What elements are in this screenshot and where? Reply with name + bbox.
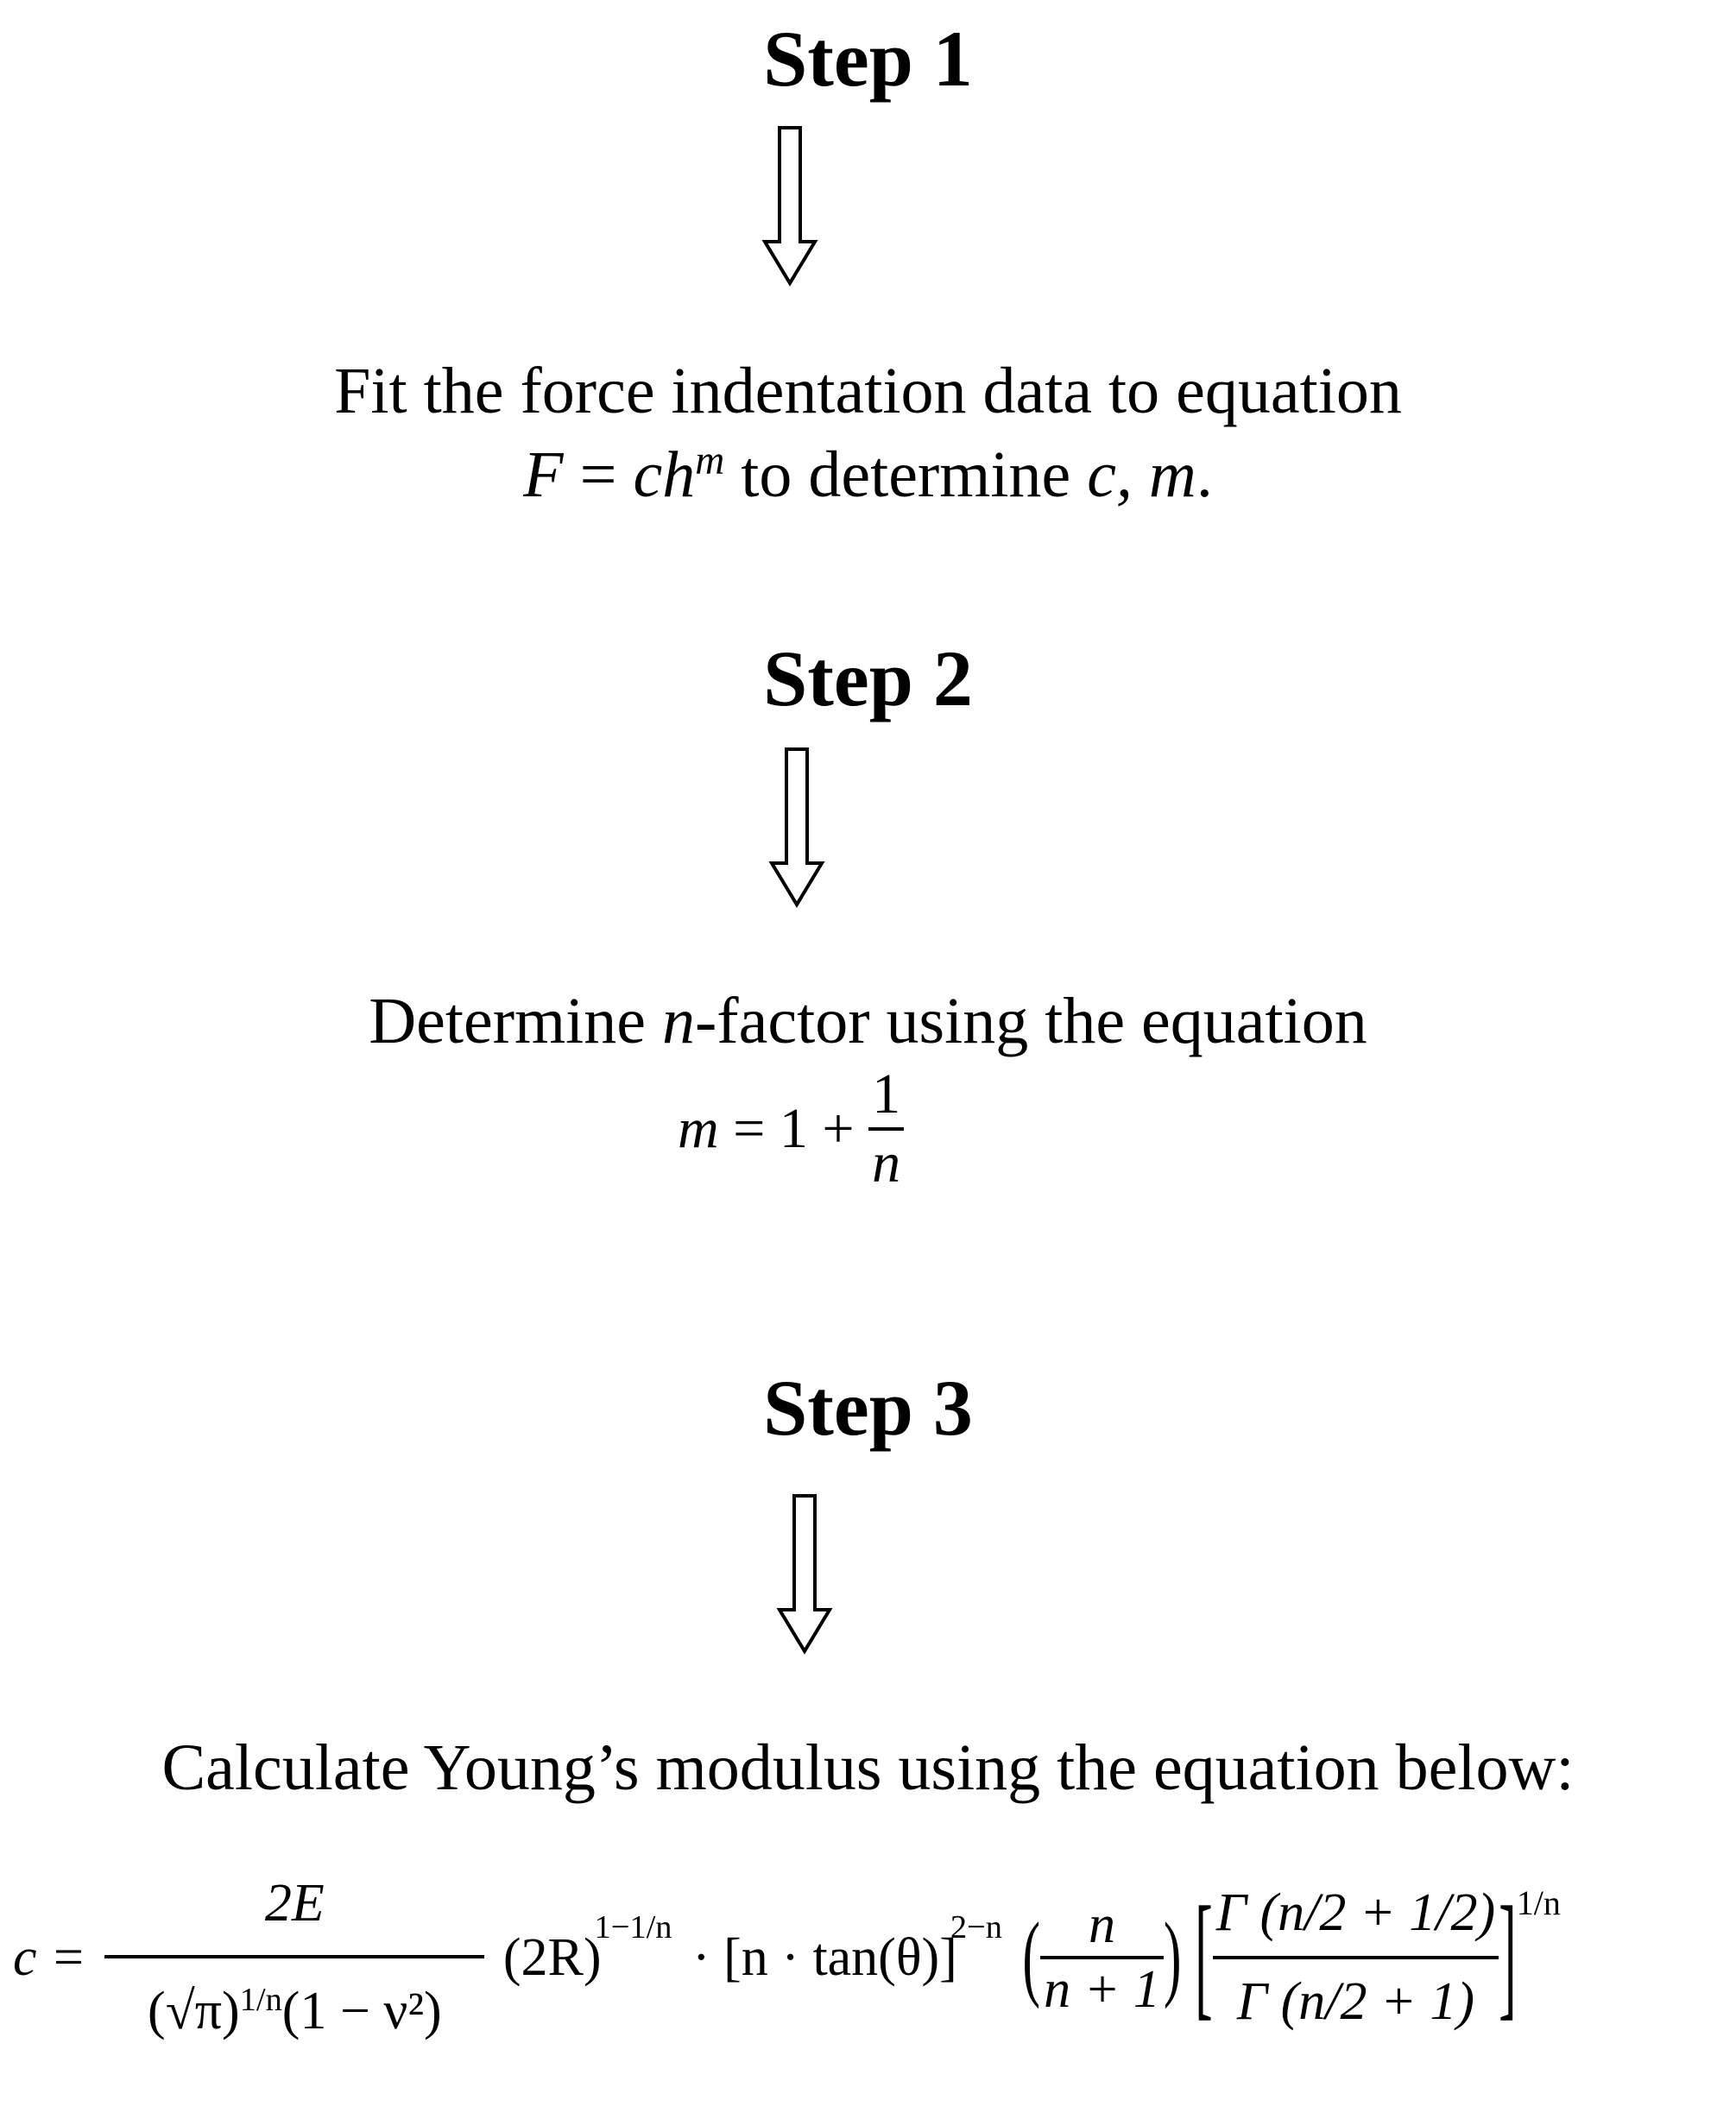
- eq-text: -factor using the equation: [695, 985, 1367, 1057]
- step-1-equation: [0, 438, 1736, 511]
- eq-sqrt: √π: [165, 1982, 223, 2040]
- eq-bracket: ]: [1499, 1880, 1517, 2034]
- step-1-description: Fit the force indentation data to equation: [334, 355, 1402, 427]
- frac-numerator: Γ (n/2 + 1/2): [1215, 1883, 1496, 1942]
- eq-fraction: [868, 1062, 904, 1196]
- eq-symbol: c =: [13, 1927, 86, 1987]
- eq-paren: (: [1022, 1903, 1041, 2010]
- frac-denominator: n + 1: [1040, 1956, 1164, 2021]
- eq-symbol: h: [662, 438, 696, 511]
- eq-term: · [n · tan(θ)]: [692, 1927, 957, 1987]
- eq-exponent: 1/n: [239, 1981, 282, 2018]
- eq-operator: =: [579, 438, 617, 511]
- frac-numerator: 2E: [264, 1874, 325, 1933]
- step-3-description: Calculate Young’s modulus using the equation below:: [161, 1731, 1575, 1804]
- eq-exponent: 2−n: [950, 1909, 1002, 1946]
- eq-text: to determine: [741, 438, 1071, 511]
- eq-bracket: [: [1195, 1880, 1213, 2034]
- down-arrow-icon: [767, 742, 827, 915]
- step-3-title: Step 3: [763, 1364, 973, 1452]
- eq-exponent: 1/n: [1516, 1883, 1561, 1922]
- eq-text: Determine: [369, 985, 646, 1057]
- eq-text: (1 − ν²): [281, 1982, 442, 2040]
- eq-fraction: [1040, 1895, 1164, 2021]
- frac-denominator: n: [868, 1127, 904, 1196]
- frac-numerator: n: [1089, 1895, 1115, 1954]
- down-arrow-icon: [774, 1489, 835, 1662]
- frac-denominator: Γ (n/2 + 1): [1213, 1956, 1499, 2033]
- frac-denominator: $(√\pi)^{1/n}(1 - \nu^2)$: [104, 1955, 484, 2042]
- eq-exponent: 1−1/n: [594, 1909, 672, 1946]
- eq-paren: ): [1163, 1903, 1182, 2010]
- eq-fraction: [1213, 1883, 1499, 2033]
- eq-exponent: m: [695, 438, 725, 484]
- eq-operator: = 1 +: [733, 1097, 855, 1160]
- frac-numerator: 1: [872, 1063, 901, 1126]
- down-arrow-icon: [760, 121, 820, 293]
- step-1-title: Step 1: [763, 15, 973, 103]
- step-2-title: Step 2: [763, 634, 973, 722]
- eq-term: (2R): [502, 1927, 602, 1987]
- eq-symbol: m: [678, 1097, 719, 1160]
- eq-fraction: [104, 1873, 484, 2042]
- youngs-modulus-formula: [13, 1873, 1561, 2042]
- step-2-equation: [678, 1062, 904, 1196]
- eq-text: .: [1196, 438, 1213, 511]
- eq-symbol: F: [523, 438, 564, 511]
- eq-symbol: n: [662, 985, 695, 1057]
- eq-symbol: c: [633, 438, 663, 511]
- eq-symbol: c, m: [1087, 438, 1196, 511]
- step-2-description: [0, 985, 1736, 1057]
